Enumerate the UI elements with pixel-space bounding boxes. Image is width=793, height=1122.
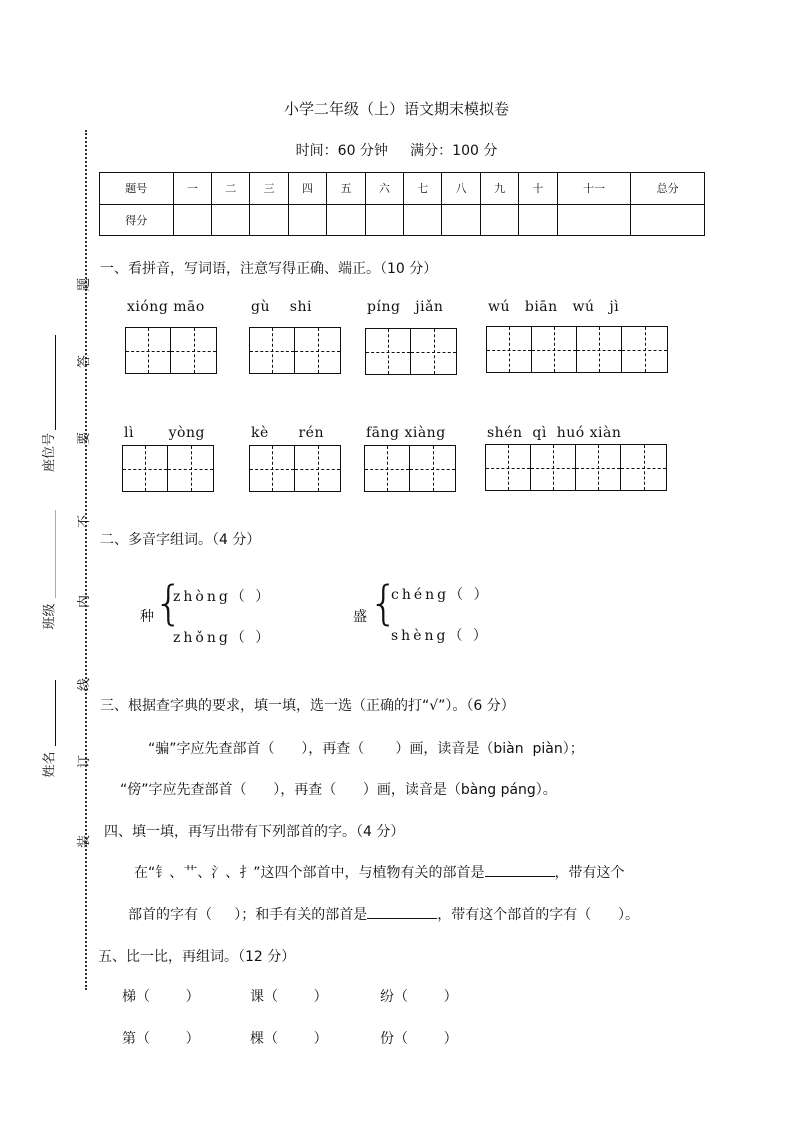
score-header-cell: 七: [404, 173, 442, 205]
binding-char: 订: [77, 754, 93, 769]
writing-cell[interactable]: [295, 446, 340, 491]
writing-cell[interactable]: [531, 445, 576, 490]
writing-cell[interactable]: [576, 445, 621, 490]
char-sheng: 盛: [353, 609, 367, 625]
score-input-cell[interactable]: [519, 204, 557, 236]
compare-word-item: 梯（ ）: [122, 989, 200, 1005]
pinyin-prompt: fāng xiàng: [366, 425, 446, 441]
seat-number-label: 座位号: [42, 432, 58, 473]
score-header-cell: 二: [212, 173, 250, 205]
writing-cell[interactable]: [621, 445, 666, 490]
section-3-line-2: “傍”字应先查部首（ ），再查（ ）画，读音是（bàng páng）。: [120, 782, 557, 798]
writing-cell[interactable]: [295, 328, 340, 373]
score-input-cell[interactable]: [442, 204, 480, 236]
writing-cell[interactable]: [410, 446, 455, 491]
section-4-heading: 四、填一填，再写出带有下列部首的字。（4 分）: [104, 824, 405, 840]
score-header-cell: 十: [519, 173, 557, 205]
score-header-cell: 五: [327, 173, 365, 205]
binding-dotted-line: [85, 130, 87, 990]
writing-cell[interactable]: [365, 446, 410, 491]
pinyin-prompt: xióng māo: [127, 299, 205, 315]
score-input-cell[interactable]: [365, 204, 403, 236]
writing-cell[interactable]: [250, 328, 295, 373]
writing-grid[interactable]: [365, 328, 457, 375]
binding-char: 答: [77, 354, 93, 369]
score-input-cell[interactable]: [173, 204, 211, 236]
compare-word-item: 第（ ）: [122, 1031, 200, 1047]
pinyin-zhong3: zhǒng（ ）: [173, 630, 273, 646]
score-table: [99, 172, 705, 236]
name-field[interactable]: [55, 680, 56, 746]
pinyin-cheng: chéng（ ）: [391, 587, 491, 603]
char-zhong: 种: [140, 609, 154, 625]
binding-char: 题: [77, 277, 93, 292]
compare-word-item: 课（ ）: [250, 989, 328, 1005]
score-input-cell[interactable]: [250, 204, 288, 236]
score-header-cell: 九: [480, 173, 518, 205]
score-input-cell[interactable]: [557, 204, 631, 236]
section-2-heading: 二、多音字组词。（4 分）: [100, 532, 261, 548]
pinyin-prompt: gù shi: [251, 299, 312, 315]
writing-grid[interactable]: [249, 445, 341, 492]
writing-grid[interactable]: [125, 327, 217, 374]
writing-grid[interactable]: [485, 444, 667, 491]
writing-cell[interactable]: [532, 327, 577, 372]
section-3-line-1: “骗”字应先查部首（ ），再查（ ）画，读音是（biàn piàn）；: [148, 741, 584, 757]
score-input-cell[interactable]: [480, 204, 518, 236]
binding-char: 线: [77, 677, 93, 692]
class-field[interactable]: [55, 510, 56, 598]
writing-cell[interactable]: [622, 327, 667, 372]
section-1-heading: 一、看拼音，写词语，注意写得正确、端正。（10 分）: [100, 261, 438, 277]
seat-number-field[interactable]: [55, 335, 56, 430]
binding-char: 不: [77, 514, 93, 529]
answer-blank[interactable]: [367, 918, 437, 919]
score-header-cell: 三: [250, 173, 288, 205]
writing-grid[interactable]: [486, 326, 668, 373]
score-header-cell: 八: [442, 173, 480, 205]
text: ，带有这个: [554, 865, 625, 881]
writing-cell[interactable]: [366, 329, 411, 374]
score-header-cell: 题号: [100, 173, 174, 205]
compare-word-item: 棵（ ）: [250, 1031, 328, 1047]
class-label: 班级: [42, 603, 58, 630]
writing-cell[interactable]: [250, 446, 295, 491]
text: ，带有这个部首的字有（ ）。: [437, 907, 639, 923]
score-header-cell: 十一: [557, 173, 631, 205]
compare-word-item: 份（ ）: [380, 1031, 458, 1047]
pinyin-prompt: kè rén: [251, 425, 324, 441]
text: 在“钅、艹、氵、扌”这四个部首中，与植物有关的部首是: [134, 865, 485, 881]
score-header-cell: 总分: [631, 173, 705, 205]
pinyin-sheng: shèng（ ）: [391, 628, 490, 644]
compare-word-item: 纷（ ）: [380, 989, 458, 1005]
section-3-heading: 三、根据查字典的要求，填一填，选一选（正确的打“√”）。（6 分）: [100, 698, 515, 714]
writing-cell[interactable]: [411, 329, 456, 374]
pinyin-prompt: wú biān wú jì: [488, 299, 620, 315]
score-input-cell[interactable]: [631, 204, 705, 236]
score-header-cell: 六: [365, 173, 403, 205]
page-title: 小学二年级（上）语文期末模拟卷: [283, 100, 509, 118]
writing-cell[interactable]: [487, 327, 532, 372]
writing-cell[interactable]: [171, 328, 216, 373]
score-input-cell[interactable]: [288, 204, 326, 236]
answer-blank[interactable]: [485, 876, 555, 877]
pinyin-prompt: píng jiǎn: [367, 299, 444, 315]
writing-cell[interactable]: [126, 328, 171, 373]
pinyin-prompt: shén qì huó xiàn: [487, 425, 622, 441]
section-4-line-1: [134, 862, 625, 882]
score-input-cell[interactable]: [404, 204, 442, 236]
score-input-cell[interactable]: [327, 204, 365, 236]
writing-grid[interactable]: [249, 327, 341, 374]
binding-char: 装: [77, 834, 93, 849]
writing-cell[interactable]: [168, 446, 213, 491]
score-row-label: 得分: [100, 204, 174, 236]
brace: {: [154, 576, 184, 630]
score-header-cell: 四: [288, 173, 326, 205]
pinyin-zhong4: zhòng（ ）: [173, 589, 273, 605]
binding-char: 要: [77, 431, 93, 446]
binding-char: 内: [77, 594, 93, 609]
name-label: 姓名: [42, 751, 58, 778]
score-header-cell: 一: [173, 173, 211, 205]
section-5-heading: 五、比一比，再组词。（12 分）: [98, 949, 296, 965]
score-input-cell[interactable]: [212, 204, 250, 236]
writing-grid[interactable]: [122, 445, 214, 492]
pinyin-prompt: lì yòng: [124, 425, 205, 441]
writing-cell[interactable]: [577, 327, 622, 372]
writing-cell[interactable]: [486, 445, 531, 490]
writing-grid[interactable]: [364, 445, 456, 492]
text: 部首的字有（ ）；和手有关的部首是: [128, 907, 368, 923]
section-4-line-2: [128, 904, 639, 924]
writing-cell[interactable]: [123, 446, 168, 491]
brace: {: [369, 576, 399, 630]
exam-time-score: 时间：60 分钟 满分：100 分: [295, 143, 498, 159]
